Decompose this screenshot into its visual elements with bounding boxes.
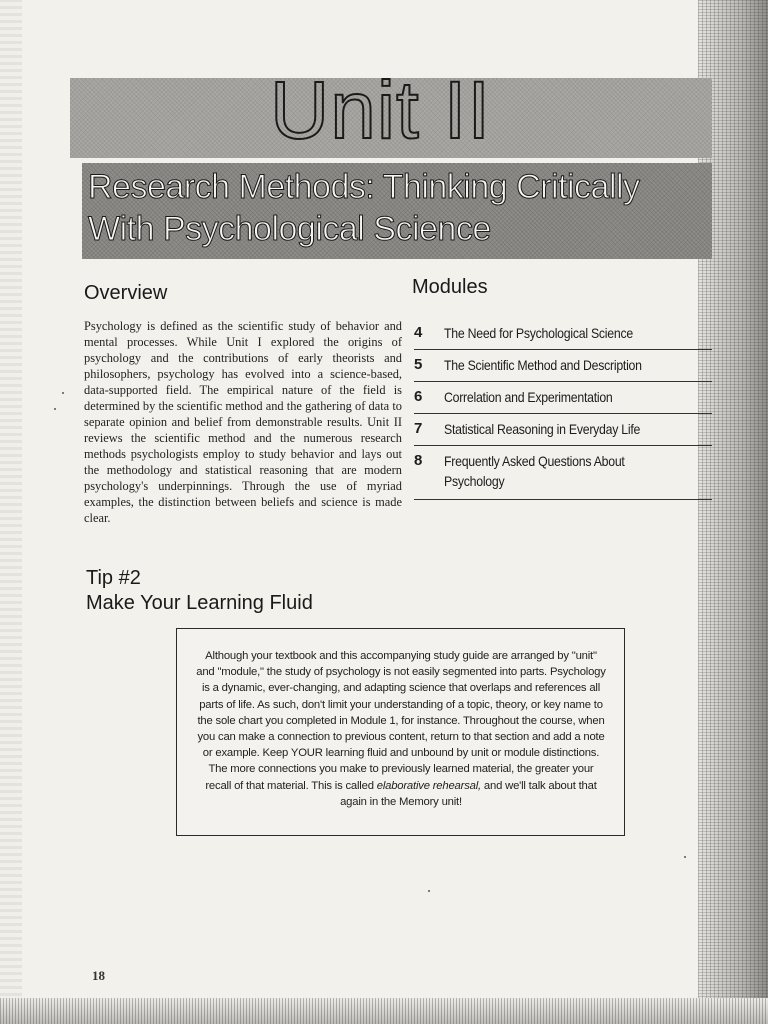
scan-speck: [428, 890, 430, 892]
unit-subtitle: Research Methods: Thinking Critically With Psychological Science: [88, 168, 640, 248]
tip-body-emphasis: elaborative rehearsal,: [376, 779, 481, 792]
modules-heading: Modules: [412, 276, 488, 298]
module-item: [414, 446, 712, 500]
scan-speck: [62, 392, 64, 394]
scan-left-edge: [0, 0, 22, 1024]
modules-list: [414, 318, 712, 500]
tip-body: [196, 648, 606, 810]
module-number: 4: [414, 324, 423, 341]
tip-body-text: Although your textbook and this accompanying study guide are arranged by "unit" and "module," the study of psychology is not easily segmented into parts. Psychology is a dynamic, ever-changing, and adapting science that overlaps and references all parts of life. As such, don't limit your understanding of a topic, theory, or key name to the sole chart you completed in Module 1, for instance. Throughout the course, when you can make a connection to previous content, return to that section and add a note or example. Keep YOUR learning fluid and unbound by unit or module distinctions. The more connections you make to previously learned material, the greater your recall of that material. This is called: [196, 650, 606, 792]
module-title: The Scientific Method and Description: [444, 357, 642, 373]
module-number: 5: [414, 356, 423, 373]
module-item: [414, 382, 712, 414]
module-number: 8: [414, 452, 423, 469]
unit-title: Unit II: [270, 65, 492, 156]
module-item: [414, 414, 712, 446]
module-item: [414, 350, 712, 382]
module-title: The Need for Psychological Science: [444, 325, 633, 341]
scan-speck: [54, 408, 56, 410]
module-title: Correlation and Experimentation: [444, 389, 613, 405]
scan-bottom-edge: [0, 998, 768, 1024]
page-number: 18: [92, 968, 105, 983]
tip-label: Tip #2: [86, 567, 141, 589]
overview-heading: Overview: [84, 282, 168, 304]
scan-speck: [684, 856, 686, 858]
tip-title: Make Your Learning Fluid: [86, 592, 313, 614]
tip-body-closing: and we'll talk about that again in the Memory unit!: [340, 779, 597, 808]
module-item: [414, 318, 712, 350]
overview-body: Psychology is defined as the scientific study of behavior and mental processes. While Unit I explored the origins of psychology and the contributions of early theorists and philosophers, psychology has evolved into a science-based, data-supported field. The empirical nature of the field is determined by the scientific method and the gathering of data to separate opinion and belief from demonstrable results. Unit II reviews the scientific method and the numerous research methods psychologists employ to study behavior and lays out the methodology and statistical reasoning that are modern psychology's underpinnings. Through the use of myriad examples, the distinction between beliefs and science is made clear.: [84, 319, 402, 525]
module-number: 7: [414, 420, 423, 437]
module-title: Statistical Reasoning in Everyday Life: [444, 421, 641, 437]
module-number: 6: [414, 388, 423, 405]
tip-heading: [86, 566, 406, 616]
module-title: Frequently Asked Questions About Psychology: [444, 453, 625, 489]
